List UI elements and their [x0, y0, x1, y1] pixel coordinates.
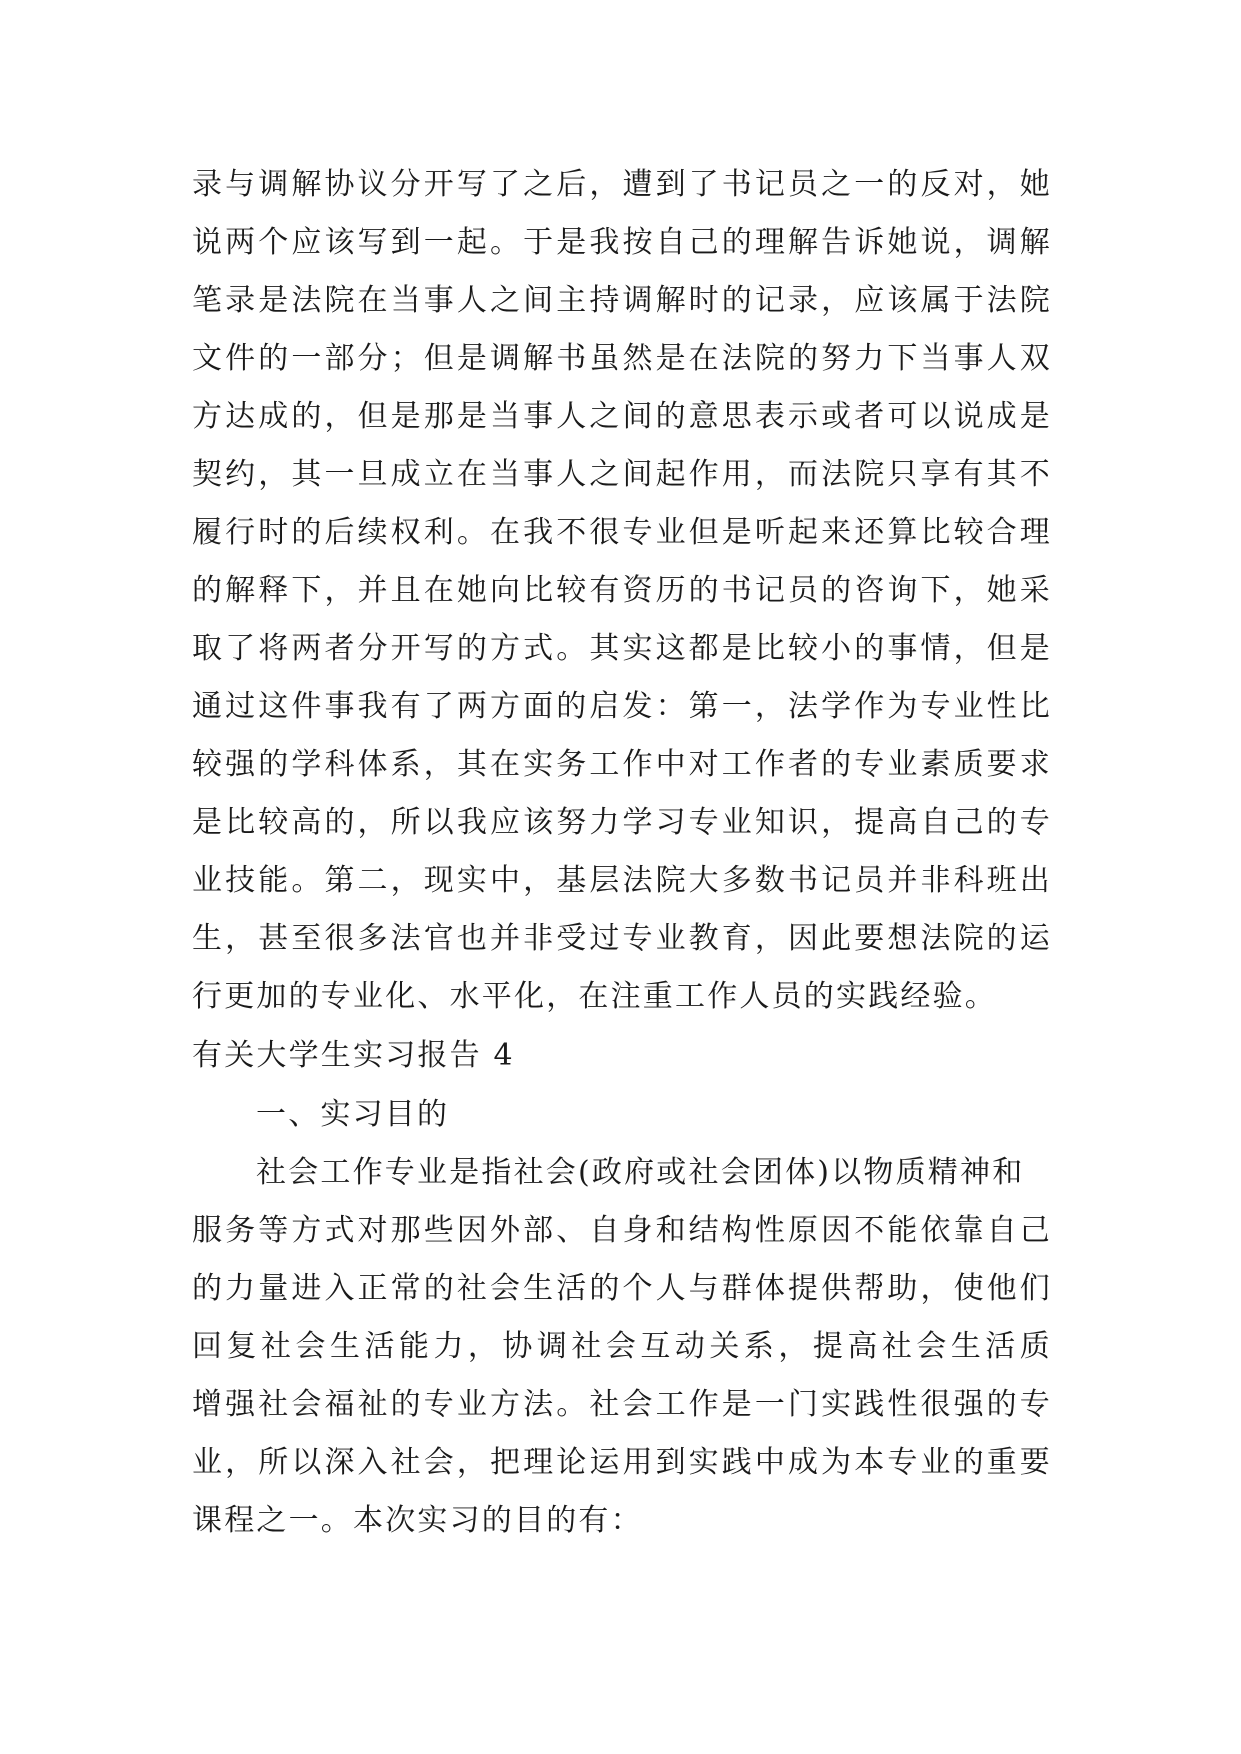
paragraph-line: 录与调解协议分开写了之后，遭到了书记员之一的反对，她 — [192, 167, 1052, 202]
document-body — [192, 156, 1052, 1550]
paragraph-line: 是比较高的，所以我应该努力学习专业知识，提高自己的专 — [192, 805, 1052, 840]
paragraph-line: 业，所以深入社会，把理论运用到实践中成为本专业的重要 — [192, 1445, 1052, 1480]
paragraph-section-1 — [192, 1144, 1052, 1550]
paragraph-line: 社会工作专业是指社会(政府或社会团体)以物质精神和 — [256, 1155, 1025, 1190]
paragraph-line: 通过这件事我有了两方面的启发：第一，法学作为专业性比 — [192, 689, 1052, 724]
paragraph-line: 笔录是法院在当事人之间主持调解时的记录，应该属于法院 — [192, 283, 1052, 318]
paragraph-line: 文件的一部分；但是调解书虽然是在法院的努力下当事人双 — [192, 341, 1052, 376]
paragraph-line: 增强社会福祉的专业方法。社会工作是一门实践性很强的专 — [192, 1387, 1052, 1422]
paragraph-line: 较强的学科体系，其在实务工作中对工作者的专业素质要求 — [192, 747, 1052, 782]
paragraph-line: 课程之一。本次实习的目的有： — [192, 1503, 643, 1538]
paragraph-line: 方达成的，但是那是当事人之间的意思表示或者可以说成是 — [192, 399, 1052, 434]
document-title: 有关大学生实习报告 4 — [192, 1038, 515, 1073]
paragraph-line: 回复社会生活能力，协调社会互动关系，提高社会生活质 — [192, 1329, 1052, 1364]
paragraph-line: 业技能。第二，现实中，基层法院大多数书记员并非科班出 — [192, 863, 1052, 898]
section-heading: 一、实习目的 — [256, 1097, 450, 1132]
paragraph-continuation — [192, 156, 1052, 1026]
paragraph-line: 生，甚至很多法官也并非受过专业教育，因此要想法院的运 — [192, 921, 1052, 956]
paragraph-line: 说两个应该写到一起。于是我按自己的理解告诉她说，调解 — [192, 225, 1052, 260]
paragraph-line: 取了将两者分开写的方式。其实这都是比较小的事情，但是 — [192, 631, 1052, 666]
paragraph-line: 的解释下，并且在她向比较有资历的书记员的咨询下，她采 — [192, 573, 1052, 608]
paragraph-line: 的力量进入正常的社会生活的个人与群体提供帮助，使他们 — [192, 1271, 1052, 1306]
paragraph-line: 履行时的后续权利。在我不很专业但是听起来还算比较合理 — [192, 515, 1052, 550]
paragraph-line: 行更加的专业化、水平化，在注重工作人员的实践经验。 — [192, 979, 997, 1014]
paragraph-line: 服务等方式对那些因外部、自身和结构性原因不能依靠自己 — [192, 1213, 1052, 1248]
paragraph-line: 契约，其一旦成立在当事人之间起作用，而法院只享有其不 — [192, 457, 1052, 492]
